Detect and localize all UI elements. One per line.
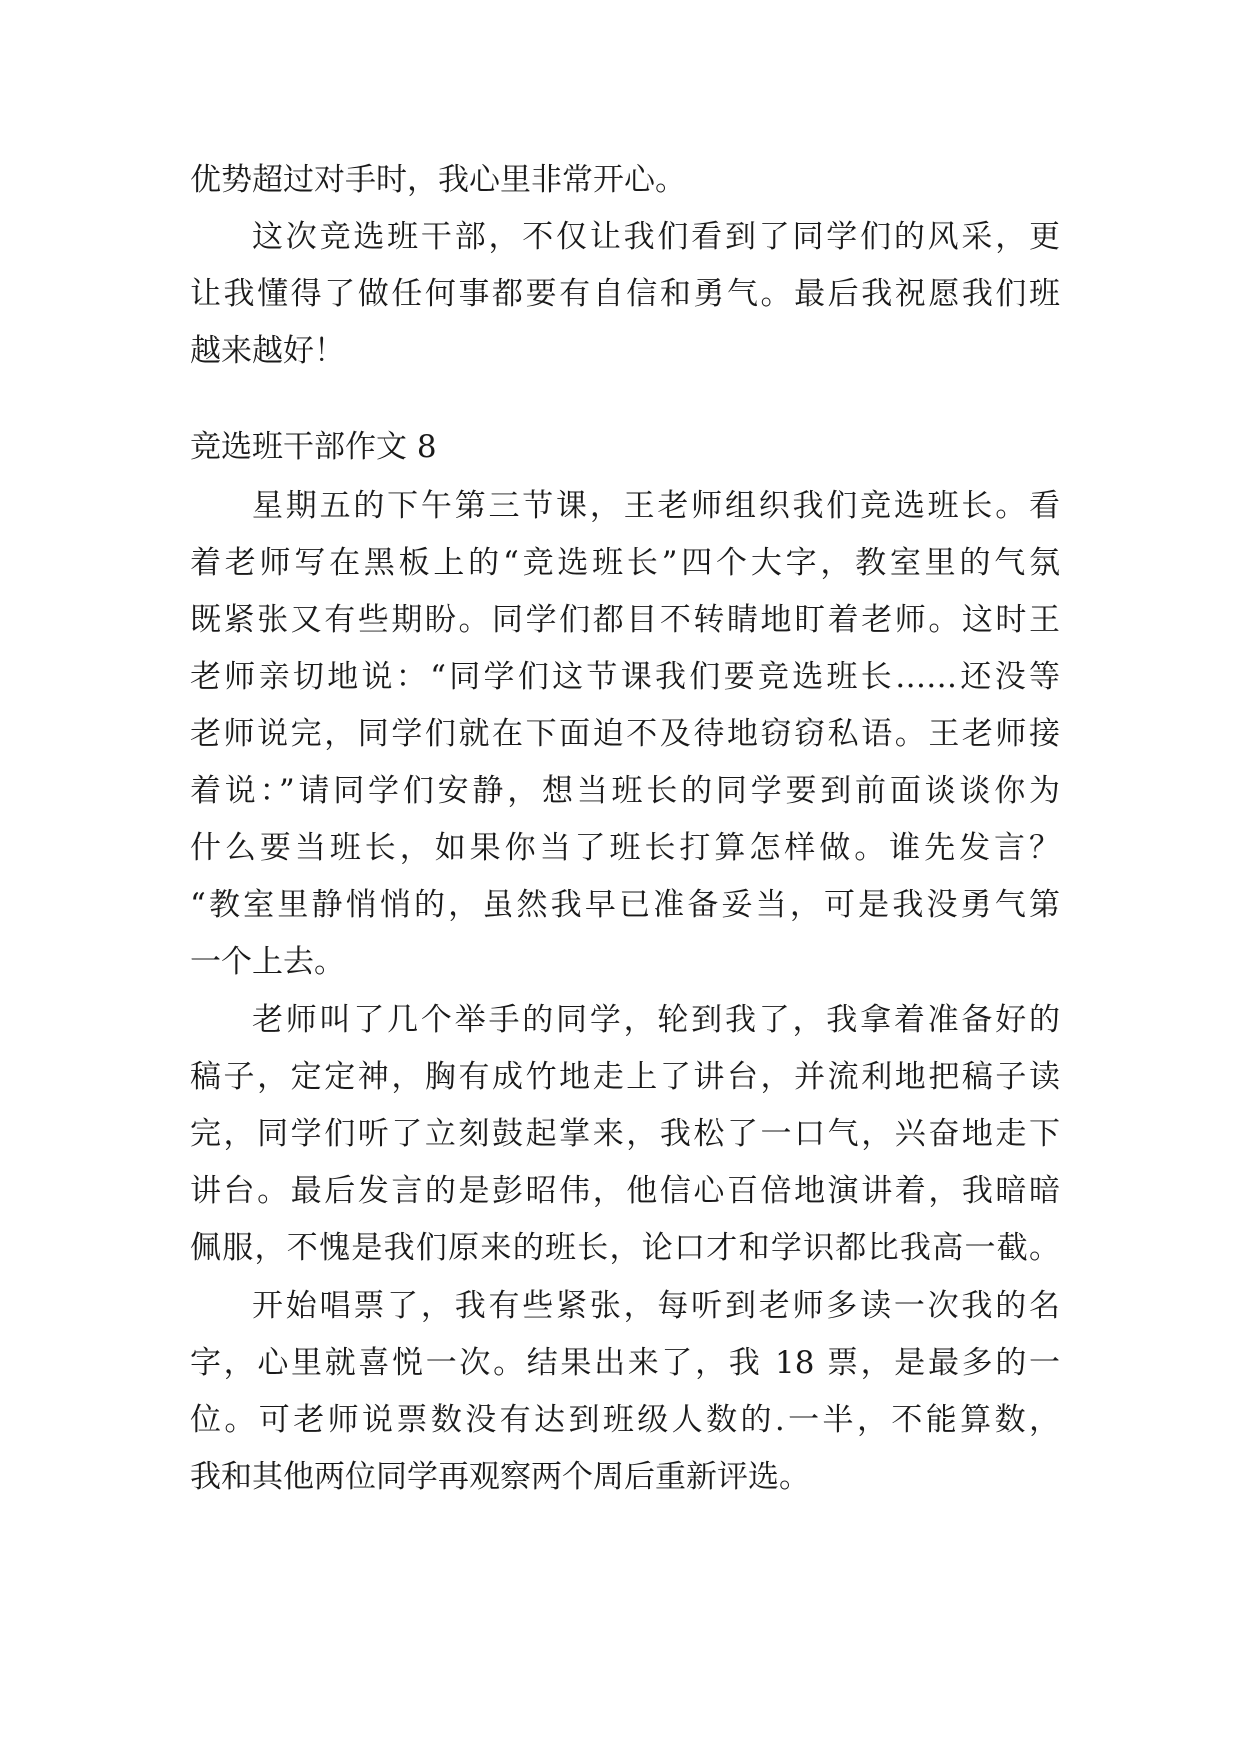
text-line: 既紧张又有些期盼。同学们都目不转睛地盯着老师。这时王 bbox=[190, 602, 1060, 638]
text-line: 完，同学们听了立刻鼓起掌来，我松了一口气，兴奋地走下 bbox=[190, 1116, 1060, 1152]
text-line: 一个上去。 bbox=[190, 944, 345, 980]
text-line: 我和其他两位同学再观察两个周后重新评选。 bbox=[190, 1459, 810, 1495]
text-line: 优势超过对手时，我心里非常开心。 bbox=[190, 162, 686, 198]
text-line: 老师亲切地说：“同学们这节课我们要竞选班长……还没等 bbox=[190, 659, 1060, 695]
text-line: 稿子，定定神，胸有成竹地走上了讲台，并流利地把稿子读 bbox=[190, 1059, 1060, 1095]
text-line: 着说：”请同学们安静，想当班长的同学要到前面谈谈你为 bbox=[190, 773, 1060, 809]
text-line: 字，心里就喜悦一次。结果出来了，我 18 票，是最多的一 bbox=[190, 1345, 1060, 1381]
text-line: 让我懂得了做任何事都要有自信和勇气。最后我祝愿我们班 bbox=[190, 276, 1060, 312]
text-line: 老师说完，同学们就在下面迫不及待地窃窃私语。王老师接 bbox=[190, 716, 1060, 752]
text-line: 位。可老师说票数没有达到班级人数的.一半，不能算数， bbox=[190, 1402, 1060, 1438]
text-line: “教室里静悄悄的，虽然我早已准备妥当，可是我没勇气第 bbox=[190, 887, 1060, 923]
text-line: 开始唱票了，我有些紧张，每听到老师多读一次我的名 bbox=[252, 1288, 1060, 1324]
text-line: 这次竞选班干部，不仅让我们看到了同学们的风采，更 bbox=[252, 219, 1060, 255]
text-line: 星期五的下午第三节课，王老师组织我们竞选班长。看 bbox=[252, 488, 1060, 524]
text-line: 讲台。最后发言的是彭昭伟，他信心百倍地演讲着，我暗暗 bbox=[190, 1173, 1060, 1209]
text-line: 老师叫了几个举手的同学，轮到我了，我拿着准备好的 bbox=[252, 1002, 1060, 1038]
text-line: 越来越好！ bbox=[190, 333, 345, 369]
text-line: 着老师写在黑板上的“竞选班长”四个大字，教室里的气氛 bbox=[190, 545, 1060, 581]
section-heading: 竞选班干部作文 8 bbox=[190, 429, 437, 465]
text-line: 什么要当班长，如果你当了班长打算怎样做。谁先发言？ bbox=[190, 830, 1060, 866]
text-line: 佩服，不愧是我们原来的班长，论口才和学识都比我高一截。 bbox=[190, 1230, 1060, 1266]
